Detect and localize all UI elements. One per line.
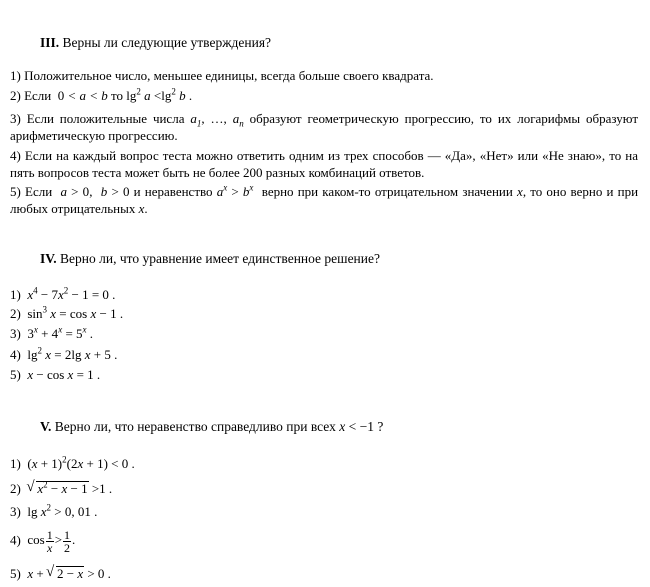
statement-2-math: 0 < a < b xyxy=(57,88,108,103)
equation-4: 4) $\lg^2 x = 2\lg$ x + 5 . xyxy=(10,345,118,362)
statement-2-math2: $\lg^2 a <\lg^2$ b xyxy=(126,86,186,103)
equation-3: 3) $3^x + 4^x = 5^x$ . xyxy=(10,324,94,341)
statement-4: 4) Если на каждый вопрос теста можно ответить одним из трех способов — «Да», «Нет» или «Не знаю», то на пять вопросов теста может быть не более 200 разных комбинаций ответов. xyxy=(10,148,638,180)
inequality-3: 3) $\lg x^2 > 0$, 01 . xyxy=(10,502,98,519)
equation-5: 5) x − cos x = 1 . xyxy=(10,367,101,382)
inequality-2: 2) √ $x^2 - x - 1 >1$ . xyxy=(10,481,638,498)
section-5-title: Верно ли, что неравенство справедливо при всех xyxy=(54,419,336,434)
inequality-1: 1) $(x + 1)^2(2x + 1) < 0$ . xyxy=(10,454,135,471)
section-4-heading xyxy=(40,250,380,267)
statement-2: 2) Если 0 < a < b то $\lg^2 a <\lg^2$ b . xyxy=(10,86,193,103)
section-4-title: Верно ли, что уравнение имеет единственное решение? xyxy=(60,251,380,266)
section-3-numeral: III. xyxy=(40,35,60,50)
section-5-numeral: V. xyxy=(40,419,52,434)
section-4-numeral: IV. xyxy=(40,251,57,266)
statement-5: 5) Если a > 0, b > 0 и неравенство $a^x > b^x$ верно при каком-то отрицательном значении x, то оно верно и при любых отрицательных x. xyxy=(10,182,639,216)
statement-1: 1) Положительное число, меньшее единицы, всегда больше своего квадрата. xyxy=(10,68,434,83)
inequality-4: 4) cos $\frac{1}{x}$ > $\frac{1}{2}$ . xyxy=(10,528,76,555)
equation-1: 1) $x^4 - 7x^2 - 1 = 0$ . xyxy=(10,285,116,302)
section-3-title: Верны ли следующие утверждения? xyxy=(62,35,272,50)
statement-3: 3) Если положительные числа $a_1$, …, $a_n$ образуют геометрическую прогрессию, то их логарифмы образуют арифметическую прогрессию. xyxy=(10,111,639,143)
section-5-condition: x < −1 xyxy=(339,419,374,434)
section-5-heading: V. Верно ли, что неравенство справедливо при всех x < −1 ? xyxy=(40,419,384,434)
inequality-5: 5) x + √ 2 − x > 0 . xyxy=(10,566,638,583)
sequence-a1-an: $a_1$, …, $a_n$ xyxy=(190,111,244,129)
section-3-heading xyxy=(40,34,271,51)
equation-2: 2) $\sin^3 x = \cos x - 1$ . xyxy=(10,304,124,321)
